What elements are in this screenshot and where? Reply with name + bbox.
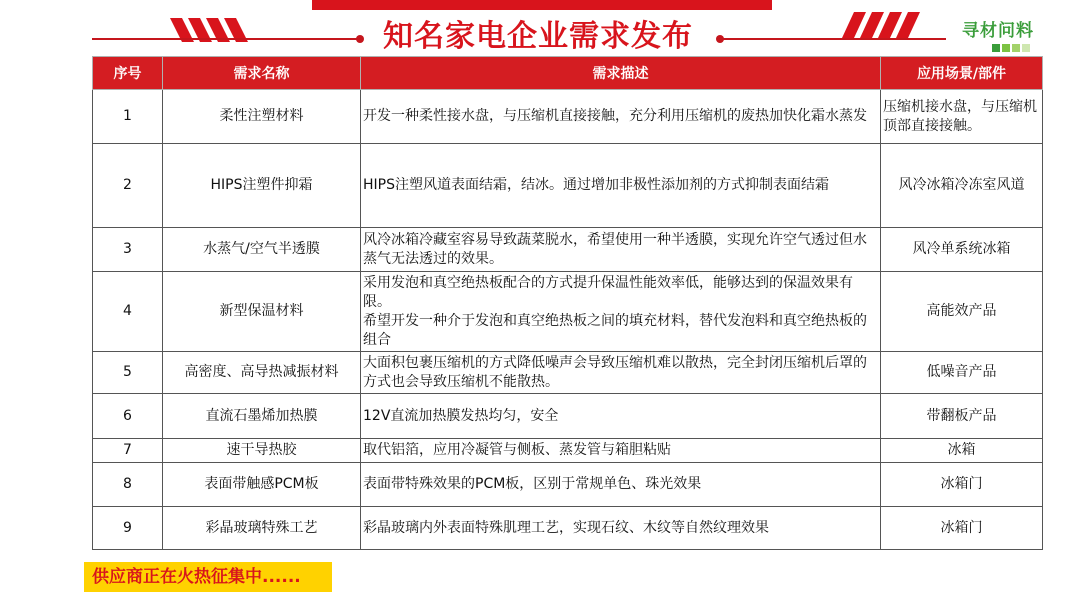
row-name: 水蒸气/空气半透膜 bbox=[163, 228, 361, 272]
row-description: 12V直流加热膜发热均匀，安全 bbox=[361, 394, 881, 439]
row-name: 柔性注塑材料 bbox=[163, 90, 361, 144]
table-row bbox=[93, 228, 1043, 272]
table-row bbox=[93, 144, 1043, 228]
column-header-description: 需求描述 bbox=[361, 57, 881, 90]
row-scene: 带翻板产品 bbox=[881, 394, 1043, 439]
table-row bbox=[93, 439, 1043, 463]
row-number: 9 bbox=[93, 507, 163, 550]
row-description: 表面带特殊效果的PCM板，区别于常规单色、珠光效果 bbox=[361, 463, 881, 507]
row-number: 2 bbox=[93, 144, 163, 228]
row-name: 新型保温材料 bbox=[163, 272, 361, 352]
row-name: 直流石墨烯加热膜 bbox=[163, 394, 361, 439]
page-title: 知名家电企业需求发布 bbox=[383, 19, 693, 54]
top-accent-bar bbox=[312, 0, 772, 10]
row-description: HIPS注塑风道表面结霜，结冰。通过增加非极性添加剂的方式抑制表面结霜 bbox=[361, 144, 881, 228]
table-row bbox=[93, 272, 1043, 352]
row-number: 5 bbox=[93, 352, 163, 394]
row-number: 8 bbox=[93, 463, 163, 507]
column-header-name: 需求名称 bbox=[163, 57, 361, 90]
row-scene: 冰箱门 bbox=[881, 463, 1043, 507]
row-number: 4 bbox=[93, 272, 163, 352]
row-number: 7 bbox=[93, 439, 163, 463]
logo-square bbox=[992, 44, 1000, 52]
row-description: 风冷冰箱冷藏室容易导致蔬菜脱水，希望使用一种半透膜，实现允许空气透过但水蒸气无法透过的效果。 bbox=[361, 228, 881, 272]
row-scene: 风冷单系统冰箱 bbox=[881, 228, 1043, 272]
row-name: HIPS注塑件抑霜 bbox=[163, 144, 361, 228]
column-header-scene: 应用场景/部件 bbox=[881, 57, 1043, 90]
table-row bbox=[93, 394, 1043, 439]
table-row bbox=[93, 463, 1043, 507]
row-scene: 冰箱 bbox=[881, 439, 1043, 463]
logo-square bbox=[1012, 44, 1020, 52]
row-scene: 高能效产品 bbox=[881, 272, 1043, 352]
row-description: 采用发泡和真空绝热板配合的方式提升保温性能效率低，能够达到的保温效果有限。 希望开发一种介于发泡和真空绝热板之间的填充材料，替代发泡料和真空绝热板的组合 bbox=[361, 272, 881, 352]
row-name: 速干导热胶 bbox=[163, 439, 361, 463]
row-name: 高密度、高导热减振材料 bbox=[163, 352, 361, 394]
row-number: 6 bbox=[93, 394, 163, 439]
row-number: 3 bbox=[93, 228, 163, 272]
row-description: 大面积包裹压缩机的方式降低噪声会导致压缩机难以散热，完全封闭压缩机后罩的方式也会导致压缩机不能散热。 bbox=[361, 352, 881, 394]
table-header-row bbox=[93, 57, 1043, 90]
column-header-no: 序号 bbox=[93, 57, 163, 90]
table-row bbox=[93, 507, 1043, 550]
row-scene: 冰箱门 bbox=[881, 507, 1043, 550]
decorative-dot-left bbox=[356, 35, 364, 43]
row-name: 彩晶玻璃特殊工艺 bbox=[163, 507, 361, 550]
row-number: 1 bbox=[93, 90, 163, 144]
requirements-table bbox=[92, 56, 1043, 550]
logo-square bbox=[1022, 44, 1030, 52]
decorative-stripes-right bbox=[842, 12, 932, 38]
supplier-recruitment-banner: 供应商正在火热征集中...... bbox=[84, 562, 332, 592]
brand-logo bbox=[952, 16, 1044, 58]
table-row bbox=[93, 90, 1043, 144]
row-description: 开发一种柔性接水盘，与压缩机直接接触，充分利用压缩机的废热加快化霜水蒸发 bbox=[361, 90, 881, 144]
row-scene: 风冷冰箱冷冻室风道 bbox=[881, 144, 1043, 228]
logo-square bbox=[1002, 44, 1010, 52]
decorative-line-right bbox=[718, 38, 946, 40]
row-scene: 压缩机接水盘，与压缩机顶部直接接触。 bbox=[881, 90, 1043, 144]
table-row bbox=[93, 352, 1043, 394]
row-description: 取代铝箔，应用冷凝管与侧板、蒸发管与箱胆粘贴 bbox=[361, 439, 881, 463]
row-description: 彩晶玻璃内外表面特殊肌理工艺，实现石纹、木纹等自然纹理效果 bbox=[361, 507, 881, 550]
row-scene: 低噪音产品 bbox=[881, 352, 1043, 394]
row-name: 表面带触感PCM板 bbox=[163, 463, 361, 507]
brand-logo-text: 寻材问料 bbox=[962, 21, 1034, 41]
decorative-line-left bbox=[92, 38, 362, 40]
